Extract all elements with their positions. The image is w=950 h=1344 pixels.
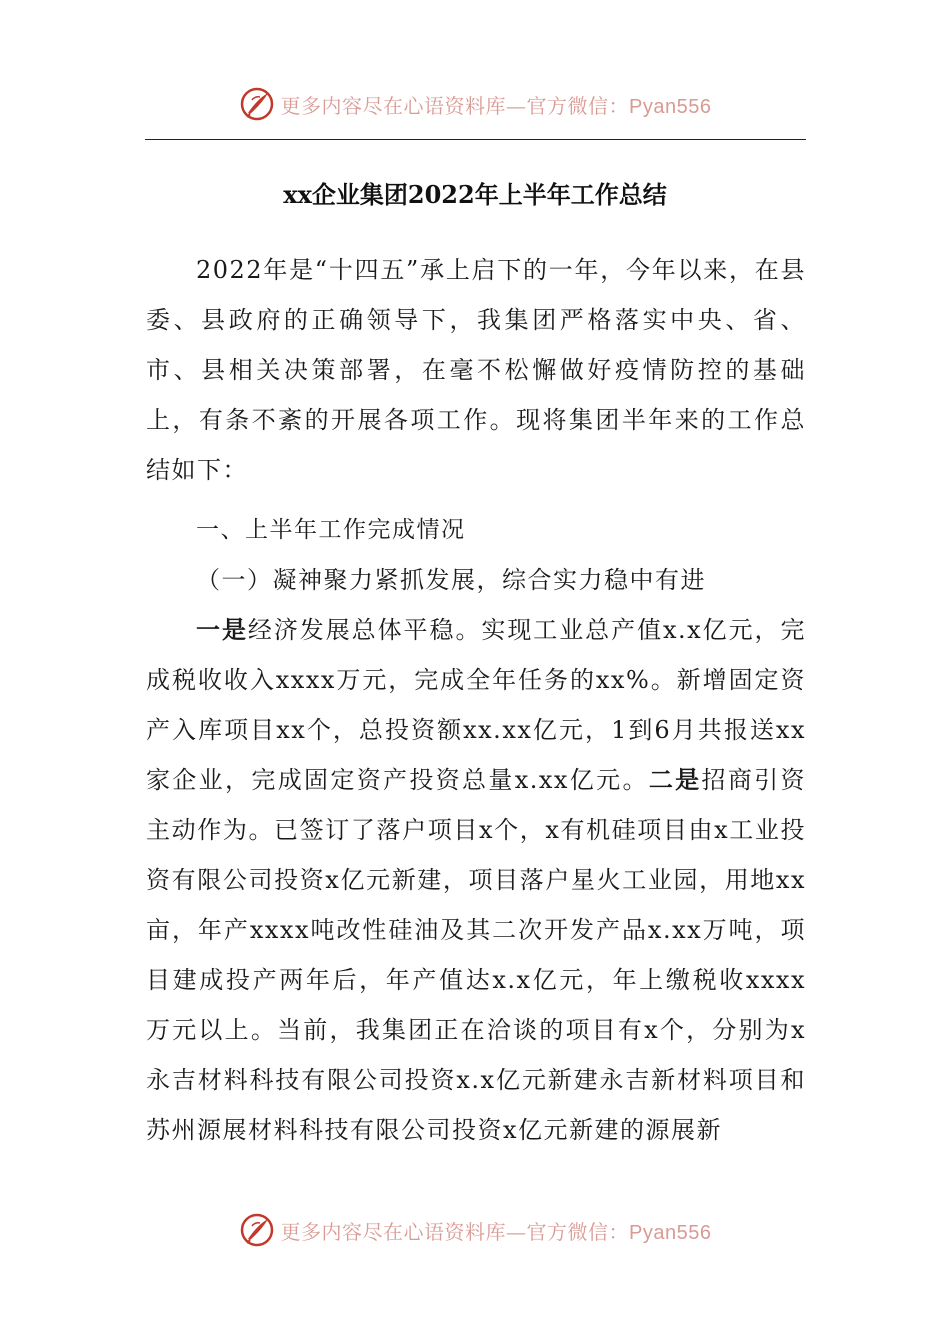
- document-body: [146, 245, 806, 1155]
- intro-paragraph: 2022年是“十四五”承上启下的一年，今年以来，在县委、县政府的正确领导下，我集团严格落实中央、省、市、县相关决策部署，在毫不松懈做好疫情防控的基础上，有条不紊的开展各项工作。现将集团半年来的工作总结如下：: [146, 256, 806, 484]
- quill-logo-icon: [239, 1212, 275, 1248]
- header-banner-text: [281, 90, 712, 119]
- header-banner-separator: —: [506, 93, 527, 118]
- header-banner: [0, 84, 950, 124]
- header-banner-title: 更多内容尽在心语资料库: [280, 93, 507, 118]
- header-divider: [145, 139, 806, 140]
- document-title: xx企业集团2022年上半年工作总结: [283, 180, 667, 209]
- footer-banner-title: 更多内容尽在心语资料库: [280, 1219, 507, 1244]
- quill-logo-icon: [239, 86, 275, 122]
- paragraph-text-2: 招商引资主动作为。已签订了落户项目x个，x有机硅项目由x工业投资有限公司投资x亿元新建，项目落户星火工业园，用地xx亩，年产xxxx吨改性硅油及其二次开发产品x.xx万吨，项目建成投产两年后，年产值达x.x亿元，年上缴税收xxxx万元以上。当前，我集团正在洽谈的项目有x个，分别为x永吉材料科技有限公司投资x.x亿元新建永吉新材料项目和苏州源展材料科技有限公司投资x亿元新建的源展新: [146, 766, 807, 1144]
- header-contact-label: 官方微信：: [526, 93, 630, 118]
- footer-contact-id: Pyan556: [629, 1221, 712, 1244]
- paragraph-lead-2: 二是: [648, 765, 702, 794]
- body-paragraph: [146, 605, 806, 1155]
- paragraph-lead-1: 一是: [196, 615, 248, 644]
- footer-banner-separator: —: [506, 1219, 527, 1244]
- footer-banner: [0, 1210, 950, 1250]
- header-contact-id: Pyan556: [629, 95, 712, 118]
- subsection-heading: （一）凝神聚力紧抓发展，综合实力稳中有进: [196, 566, 706, 594]
- footer-banner-text: [281, 1216, 712, 1245]
- section-heading: 一、上半年工作完成情况: [196, 517, 466, 543]
- paragraph-text-1: 经济发展总体平稳。实现工业总产值x.x亿元，完成税收收入xxxx万元，完成全年任务的xx%。新增固定资产入库项目xx个，总投资额xx.xx亿元，1到6月共报送xx家企业，完成固定资产投资总量x.xx亿元。: [146, 616, 806, 794]
- footer-contact-label: 官方微信：: [526, 1219, 630, 1244]
